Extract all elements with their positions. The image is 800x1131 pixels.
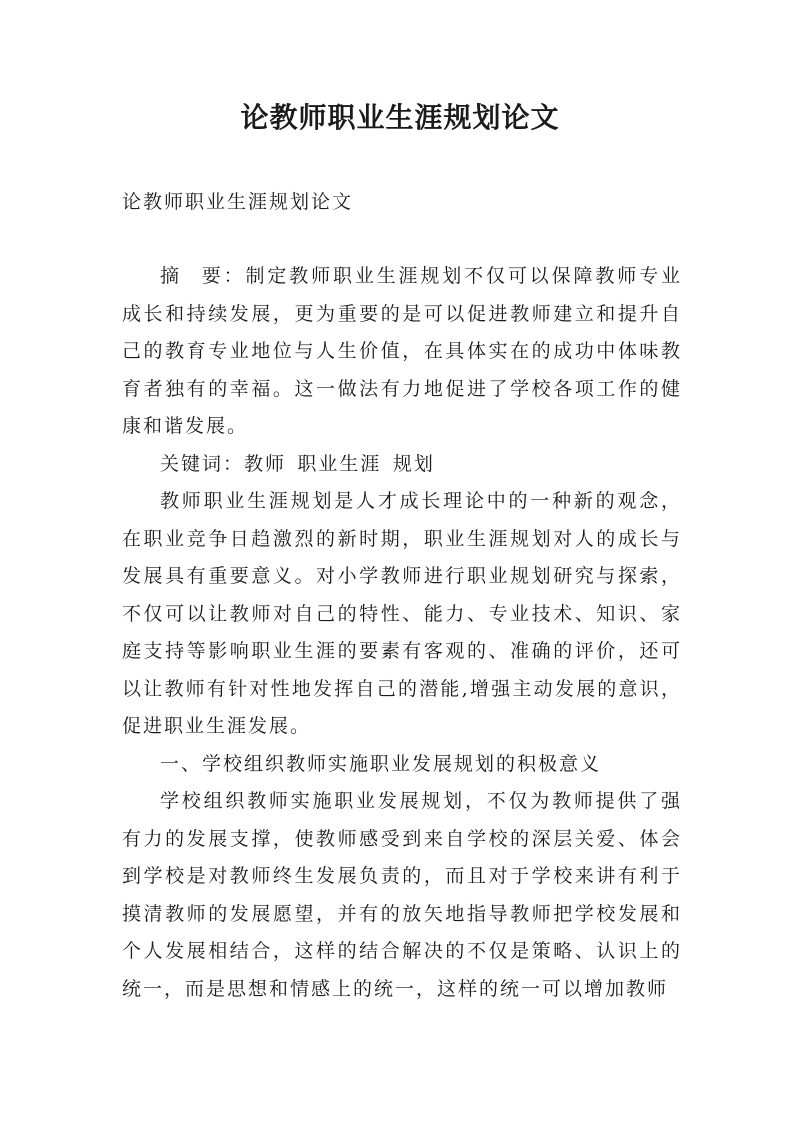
- keywords-paragraph: [122, 446, 682, 484]
- abstract-label-first: 摘: [160, 265, 182, 287]
- document-body: [122, 258, 682, 1008]
- section-heading: 一、学校组织教师实施职业发展规划的积极意义: [160, 752, 602, 775]
- keyword-term: 规划: [392, 452, 435, 475]
- keywords-label: 关键词：: [160, 452, 245, 475]
- keyword-term: 职业生涯: [297, 452, 382, 475]
- body-paragraph: 学校组织教师实施职业发展规划，不仅为教师提供了强有力的发展支撑，使教师感受到来自学校的深层关爱、体会到学校是对教师终生发展负责的，而且对于学校来讲有利于摸清教师的发展愿望，并有的放矢地指导教师把学校发展和个人发展相结合，这样的结合解决的不仅是策略、认识上的统一，而是思想和情感上的统一，这样的统一可以增加教师: [122, 790, 682, 1000]
- abstract-paragraph: [122, 258, 682, 446]
- abstract-text: 制定教师职业生涯规划不仅可以保障教师专业成长和持续发展，更为重要的是可以促进教师建立和提升自己的教育专业地位与人生价值，在具体实在的成功中体味教育者独有的幸福。这一做法有力地促进了学校各项工作的健康和谐发展。: [122, 265, 682, 437]
- abstract-label-second: 要：: [200, 265, 246, 287]
- body-paragraph: 教师职业生涯规划是人才成长理论中的一种新的观念，在职业竞争日趋激烈的新时期，职业生涯规划对人的成长与发展具有重要意义。对小学教师进行职业规划研究与探索，不仅可以让教师对自己的特性、能力、专业技术、知识、家庭支持等影响职业生涯的要素有客观的、准确的评价，还可以让教师有针对性地发挥自己的潜能,增强主动发展的意识，促进职业生涯发展。: [122, 490, 682, 737]
- document-title: 论教师职业生涯规划论文: [240, 101, 560, 134]
- keyword-term: 教师: [244, 452, 287, 475]
- document-subtitle: 论教师职业生涯规划论文: [122, 191, 354, 213]
